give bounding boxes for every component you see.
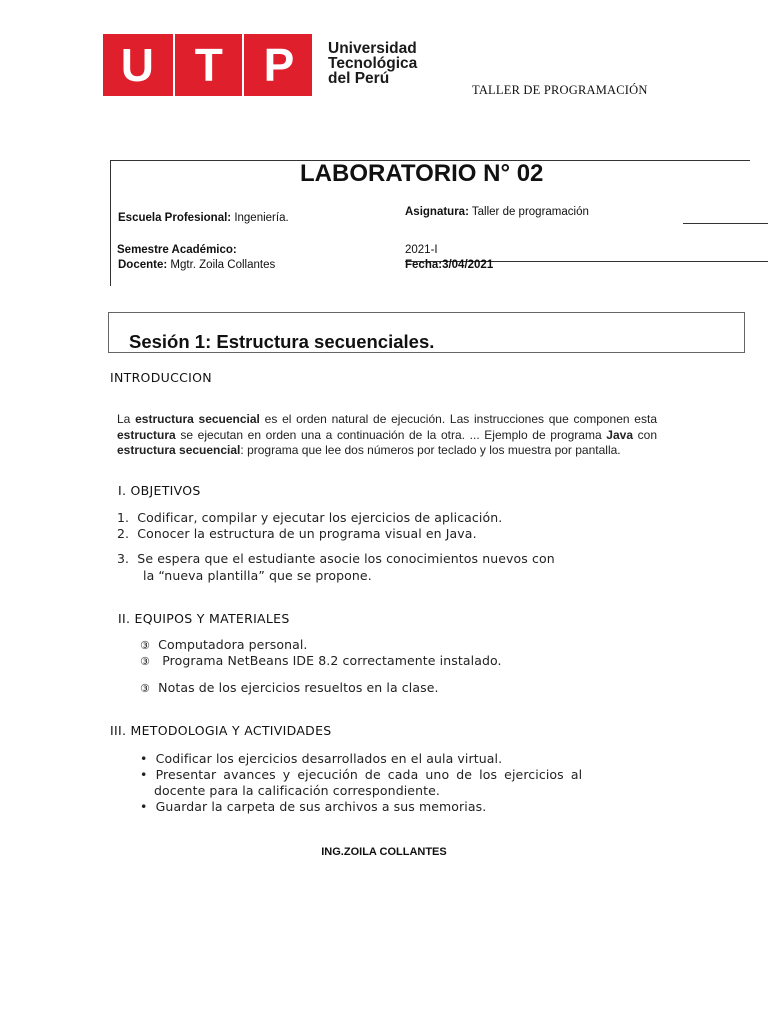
bullet-icon: • xyxy=(140,751,148,766)
circled-3-icon: ③ xyxy=(140,639,150,652)
equipo-item xyxy=(140,653,502,668)
objetivo-text-continued: la “nueva plantilla” que se propone. xyxy=(143,568,372,583)
equipo-item xyxy=(140,680,439,695)
metodologia-item xyxy=(140,767,640,782)
intro-bold: Java xyxy=(606,427,633,442)
logo-divider xyxy=(242,34,244,96)
intro-bold: estructura xyxy=(117,427,176,442)
intro-text: La xyxy=(117,412,136,426)
course-header: TALLER DE PROGRAMACIÓN xyxy=(472,83,648,97)
docente-label: Docente: xyxy=(118,259,168,271)
university-name-line1: Universidad xyxy=(328,40,417,57)
escuela-label: Escuela Profesional: xyxy=(118,212,232,224)
intro-text: se ejecutan en orden una a continuación de la otra. ... Ejemplo de programa xyxy=(175,427,607,442)
semestre-value: 2021-I xyxy=(405,244,438,256)
objetivo-item xyxy=(117,510,502,525)
escuela-field xyxy=(118,212,289,224)
metodologia-item xyxy=(140,751,502,766)
intro-text: es el orden natural de ejecución. Las instrucciones que componen esta xyxy=(259,412,657,426)
metodologia-text: Presentar avances y ejecución de cada uno de los ejercicios al xyxy=(155,767,583,782)
equipo-item xyxy=(140,637,308,652)
introduccion-heading: INTRODUCCION xyxy=(110,370,212,385)
objetivo-number: 2. xyxy=(117,526,130,541)
asignatura-value: Taller de programación xyxy=(468,206,589,218)
intro-text: : programa que lee dos números por teclado y los muestra por pantalla. xyxy=(240,443,621,457)
objetivos-heading: I. OBJETIVOS xyxy=(118,483,201,498)
docente-field xyxy=(118,259,275,271)
asignatura-field xyxy=(405,206,589,218)
equipo-text: Computadora personal. xyxy=(158,637,308,652)
university-name-line2: Tecnológica xyxy=(328,55,418,72)
logo-letter-p: P xyxy=(263,39,295,91)
bullet-icon: • xyxy=(140,799,148,814)
logo-letter-u: U xyxy=(120,39,154,91)
metodologia-text-continued: docente para la calificación correspondiente. xyxy=(154,783,440,798)
objetivo-item xyxy=(117,526,477,541)
lab-title: LABORATORIO N° 02 xyxy=(300,160,544,187)
bullet-icon: • xyxy=(140,767,148,782)
objetivo-text: Conocer la estructura de un programa visual en Java. xyxy=(137,526,477,541)
metodologia-heading: III. METODOLOGIA Y ACTIVIDADES xyxy=(110,723,332,738)
university-name-line3: del Perú xyxy=(328,70,390,87)
utp-logo xyxy=(103,34,312,96)
asignatura-label: Asignatura: xyxy=(405,206,469,218)
objetivo-number: 3. xyxy=(117,551,130,566)
equipo-text: Programa NetBeans IDE 8.2 correctamente instalado. xyxy=(158,653,502,668)
equipos-heading: II. EQUIPOS Y MATERIALES xyxy=(118,611,290,626)
metodologia-text: Guardar la carpeta de sus archivos a sus memorias. xyxy=(155,799,487,814)
logo-divider xyxy=(173,34,175,96)
logo-letter-t: T xyxy=(194,39,223,91)
intro-text: con xyxy=(633,427,657,442)
semestre-label: Semestre Académico: xyxy=(117,244,237,256)
objetivo-text: Se espera que el estudiante asocie los conocimientos nuevos con xyxy=(137,551,555,566)
signature-footer: ING.ZOILA COLLANTES xyxy=(321,846,447,858)
introduccion-paragraph xyxy=(117,412,657,459)
metodologia-item xyxy=(140,799,486,814)
session-title: Sesión 1: Estructura secuenciales. xyxy=(129,331,435,352)
metodologia-text: Codificar los ejercicios desarrollados en el aula virtual. xyxy=(155,751,503,766)
university-name xyxy=(328,41,417,86)
intro-bold: estructura secuencial xyxy=(135,412,260,426)
escuela-value: Ingeniería. xyxy=(231,212,289,224)
header-rule xyxy=(683,223,768,224)
objetivo-item xyxy=(117,551,555,566)
fecha-field: Fecha:3/04/2021 xyxy=(405,259,494,271)
header-left-rule xyxy=(110,160,111,286)
circled-3-icon: ③ xyxy=(140,682,150,695)
objetivo-text: Codificar, compilar y ejecutar los ejercicios de aplicación. xyxy=(137,510,503,525)
objetivo-number: 1. xyxy=(117,510,130,525)
docente-value: Mgtr. Zoila Collantes xyxy=(167,259,276,271)
intro-bold: estructura secuencial xyxy=(117,443,241,457)
equipo-text: Notas de los ejercicios resueltos en la clase. xyxy=(158,680,439,695)
circled-3-icon: ③ xyxy=(140,655,150,668)
